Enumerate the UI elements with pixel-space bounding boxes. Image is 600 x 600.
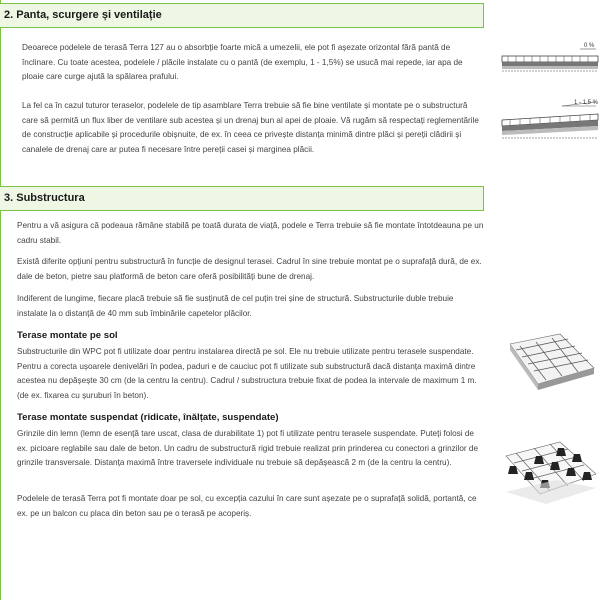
section-2-header — [0, 3, 484, 28]
section-3-header — [0, 186, 484, 211]
section-2-paragraph-2: La fel ca în cazul tuturor teraselor, podelele de tip asamblare Terra trebuie să fie bine ventilate și montate pe o substructură care să permită un flux liber de ventilare sub acestea și un drenaj bun al apei de ploaie. Vă rugăm să respectați reglementările de construcție aplicabile și procedurile obișnuite, de ex. în ceea ce privește distanța minimă dintre plăci și pereții clădirii și canalele de drenaj care ar putea fi necesare între pereții casei și marginea plăcii. — [22, 101, 479, 154]
section-3-title: 3. Substructura — [4, 192, 85, 204]
sloped-slope-label: 1 - 1,5 % — [574, 100, 599, 106]
section-3-paragraph-3: Indiferent de lungime, fiecare placă trebuie să fie susținută de cel puțin trei șine de structură. Substructurile duble trebuie instalate la o distanță de 40 mm sub îmbinările capetelor plăcilor. — [17, 294, 454, 318]
section-3-paragraph-2: Există diferite opțiuni pentru substructură în funcție de designul terasei. Cadrul în sine trebuie montat pe o suprafață dură, de ex. dale de beton, pietre sau platformă de beton care oferă posibilități bune de drenaj. — [17, 257, 482, 281]
ground-mounted-text: Substructurile din WPC pot fi utilizate doar pentru instalarea directă pe sol. Ele nu trebuie utilizate pentru terasele suspendate. Pentru a corecta ușoarele denivelări în podea, paduri e de cauciuc pot fi utilizate sub substructură dacă distanța maximă dintre acestea nu depășește 30 cm (de la centru la centru). Cadrul / substructura trebuie fixat de podea la intervale de maximum 1 m. (de ex. fixarea cu șuruburi în beton). — [17, 347, 477, 400]
section-2-paragraph-1: Deoarece podelele de terasă Terra 127 au o absorbție foarte mică a umezelii, ele pot fi așezate orizontal fără pantă de înclinare. Cu toate acestea, podelele / plăcile instalate cu o pantă (de exemplu, 1 - 1,5%) se usucă mai repede, iar apa de ploaie care curge ajută la spălarea prafului. — [22, 43, 463, 82]
ground-mounted-illustration — [498, 330, 598, 402]
sloped-deck-illustration — [500, 96, 600, 142]
suspended-illustration — [496, 436, 600, 512]
suspended-heading: Terase montate suspendat (ridicate, înălțate, suspendate) — [17, 412, 279, 423]
flat-slope-label: 0 % — [584, 43, 595, 49]
section-2-title: 2. Panta, scurgere și ventilație — [4, 9, 162, 21]
suspended-text: Grinzile din lemn (lemn de esență tare uscat, clasa de durabilitate 1) pot fi utilizate pentru terasele suspendate. Puteți folosi de ex. picioare reglabile sau dale de beton. Un cadru de substructură rigid trebuie realizat prin prinderea cu conectori a grinzilor de grinzile transversale. Distanța maximă între traversele individuale nu trebuie să depășească 2 m (de la centru la centru). — [17, 429, 479, 468]
section-3-paragraph-1: Pentru a vă asigura că podeaua rămâne stabilă pe toată durata de viață, podele e Terra trebuie să fie montate întotdeauna pe un cadru stabil. — [17, 221, 484, 245]
ground-mounted-heading: Terase montate pe sol — [17, 330, 118, 341]
flat-deck-illustration — [500, 38, 600, 78]
section-3-paragraph-4: Podelele de terasă Terra pot fi montate doar pe sol, cu excepția cazului în care sunt așezate pe o suprafață solidă, portantă, ce ex. pe un balcon cu placa din beton sau pe o terasă pe acoperiș. — [17, 494, 477, 518]
left-border-line — [0, 0, 1, 600]
